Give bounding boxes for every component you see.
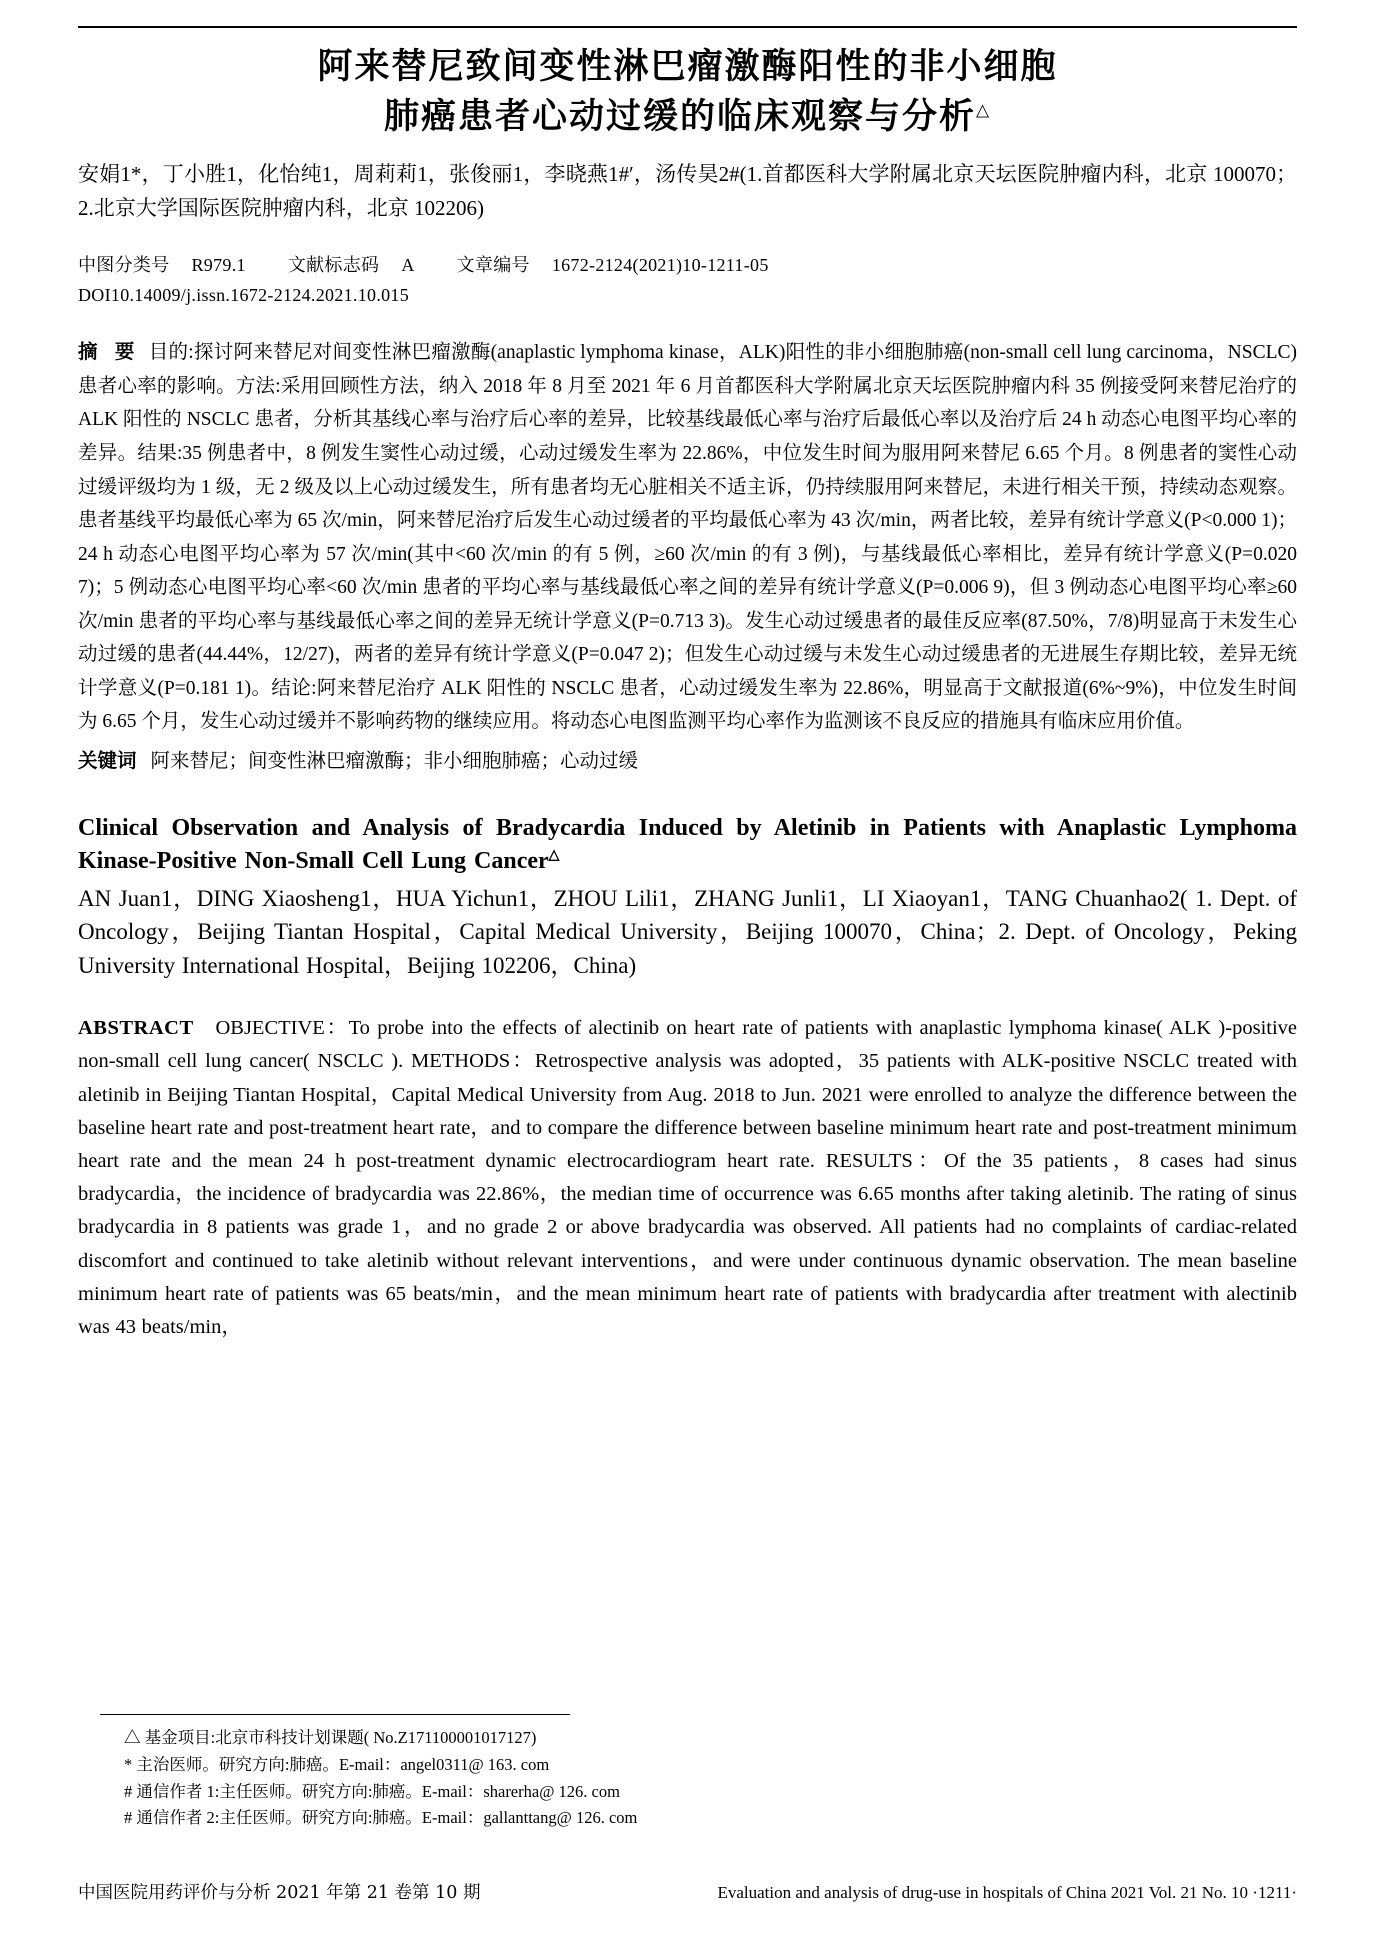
doi-value: 10.14009/j.issn.1672-2124.2021.10.015: [110, 285, 410, 306]
footnote-item: # 通信作者 1:主任医师。研究方向:肺癌。E-mail：sharerha@ 126. com: [124, 1781, 620, 1801]
footnote-rule: [100, 1714, 570, 1715]
clc-label: 中图分类号: [78, 255, 170, 276]
abstract-chinese-text: 目的:探讨阿来替尼对间变性淋巴瘤激酶(anaplastic lymphoma kinase，ALK)阳性的非小细胞肺癌(non-small cell lung carcinoma，NSCLC)患者心率的影响。方法:采用回顾性方法，纳入 2018 年 8 月至 2021 年 6 月首都医科大学附属北京天坛医院肿瘤内科 35 例接受阿来替尼治疗的 ALK 阳性的 NSCLC 患者，分析其基线心率与治疗后心率的差异，比较基线最低心率与治疗后最低心率以及治疗后 24 h 动态心电图平均心率的差异。结果:35 例患者中，8 例发生窦性心动过缓，心动过缓发生率为 22.86%，中位发生时间为服用阿来替尼 6.65 个月。8 例患者的窦性心动过缓评级均为 1 级，无 2 级及以上心动过缓发生，所有患者均无心脏相关不适主诉，仍持续服用阿来替尼，未进行相关干预，持续动态观察。患者基线平均最低心率为 65 次/min，阿来替尼治疗后发生心动过缓者的平均最低心率为 43 次/min，两者比较，差异有统计学意义(P<0.000 1)；24 h 动态心电图平均心率为 57 次/min(其中<60 次/min 的有 5 例，≥60 次/min 的有 3 例)，与基线最低心率相比，差异有统计学意义(P=0.020 7)；5 例动态心电图平均心率<60 次/min 患者的平均心率与基线最低心率之间的差异有统计学意义(P=0.006 9)，但 3 例动态心电图平均心率≥60 次/min 患者的平均心率与基线最低心率之间的差异无统计学意义(P=0.713 3)。发生心动过缓患者的最佳反应率(87.50%，7/8)明显高于未发生心动过缓的患者(44.44%，12/27)，两者的差异有统计学意义(P=0.047 2)；但发生心动过缓与未发生心动过缓患者的无进展生存期比较，差异无统计学意义(P=0.181 1)。结论:阿来替尼治疗 ALK 阳性的 NSCLC 患者，心动过缓发生率为 22.86%，明显高于文献报道(6%~9%)，中位发生时间为 6.65 个月，发生心动过缓并不影响药物的继续应用。将动态心电图监测平均心率作为监测该不良反应的措施具有临床应用价值。: [78, 342, 1297, 733]
abstract-english-text: OBJECTIVE：To probe into the effects of alectinib on heart rate of patients with anaplastic lymphoma kinase( ALK )-positive non-small cell lung cancer( NSCLC ). METHODS：Retrospective analysis was adopted，35 patients with ALK-positive NSCLC treated with aletinib in Beijing Tiantan Hospital，Capital Medical University from Aug. 2018 to Jun. 2021 were enrolled to analyze the difference between the baseline heart rate and post-treatment heart rate，and to compare the difference between baseline minimum heart rate and post-treatment minimum heart rate and the mean 24 h post-treatment dynamic electrocardiogram heart rate. RESULTS：Of the 35 patients，8 cases had sinus bradycardia，the incidence of bradycardia was 22.86%，the median time of occurrence was 6.65 months after taking aletinib. The rating of sinus bradycardia in 8 patients was grade 1，and no grade 2 or above bradycardia was observed. All patients had no complaints of cardiac-related discomfort and continued to take aletinib without relevant interventions，and were under continuous dynamic observation. The mean baseline minimum heart rate of patients was 65 beats/min，and the mean minimum heart rate of patients with bradycardia after treatment with alectinib was 43 beats/min，: [78, 1017, 1297, 1338]
page-title-chinese-line2: 肺癌患者心动过缓的临床观察与分析: [383, 95, 976, 137]
title-english-footnote-marker: △: [548, 848, 560, 864]
document-code-value: A: [401, 255, 415, 276]
metadata-line-2: [78, 285, 1297, 306]
page-footer: [78, 1879, 1297, 1904]
metadata-line-1: [78, 251, 1297, 277]
abstract-english-label: ABSTRACT: [78, 1017, 194, 1040]
page-title-chinese-line1: 阿来替尼致间变性淋巴瘤激酶阳性的非小细胞: [317, 46, 1058, 87]
page-title-english-text: Clinical Observation and Analysis of Bradycardia Induced by Aletinib in Patients with Anaplastic Lymphoma Kinase-Positive Non-Small Cell Lung Cancer: [78, 814, 1297, 875]
footer-journal-chinese: 中国医院用药评价与分析 2021 年第 21 卷第 10 期: [78, 1883, 481, 1903]
article-id-label: 文章编号: [456, 255, 530, 276]
title-footnote-marker: △: [975, 100, 992, 121]
abstract-chinese: [78, 336, 1297, 738]
abstract-english: [78, 1012, 1297, 1344]
authors-chinese: 安娟1*，丁小胜1，化怡纯1，周莉莉1，张俊丽1，李晓燕1#′，汤传昊2#(1.首都医科大学附属北京天坛医院肿瘤内科，北京 100070；2.北京大学国际医院肿瘤内科，北京 102206): [78, 162, 1297, 221]
keywords-chinese: [78, 745, 1297, 778]
keywords-chinese-label: 关键词: [78, 750, 137, 772]
footnote-item: # 通信作者 2:主任医师。研究方向:肺癌。E-mail：gallanttang@ 126. com: [124, 1808, 638, 1828]
authors-english: AN Juan1，DING Xiaosheng1，HUA Yichun1，ZHOU Lili1，ZHANG Junli1，LI Xiaoyan1，TANG Chuanhao2( 1. Dept. of Oncology，Beijing Tiantan Hospital，Capital Medical University，Beijing 100070，China；2. Dept. of Oncology，Peking University International Hospital，Beijing 102206，China): [78, 886, 1297, 978]
page-title-chinese: [78, 42, 1297, 141]
footnote-item: △ 基金项目:北京市科技计划课题( No.Z171100001017127): [124, 1728, 537, 1748]
page-title-english: [78, 812, 1297, 878]
footnotes-block: [78, 1714, 1297, 1832]
top-rule: [78, 26, 1297, 28]
footer-journal-english: Evaluation and analysis of drug-use in hospitals of China 2021 Vol. 21 No. 10 ·1211·: [717, 1883, 1297, 1902]
article-id-value: 1672-2124(2021)10-1211-05: [551, 255, 769, 276]
document-code-label: 文献标志码: [287, 255, 380, 276]
doi-label: DOI: [78, 285, 111, 306]
abstract-chinese-label: 摘 要: [78, 342, 141, 364]
keywords-chinese-text: 阿来替尼；间变性淋巴瘤激酶；非小细胞肺癌；心动过缓: [150, 750, 639, 772]
footnote-item: * 主治医师。研究方向:肺癌。E-mail：angel0311@ 163. com: [124, 1754, 550, 1774]
clc-value: R979.1: [191, 255, 246, 276]
